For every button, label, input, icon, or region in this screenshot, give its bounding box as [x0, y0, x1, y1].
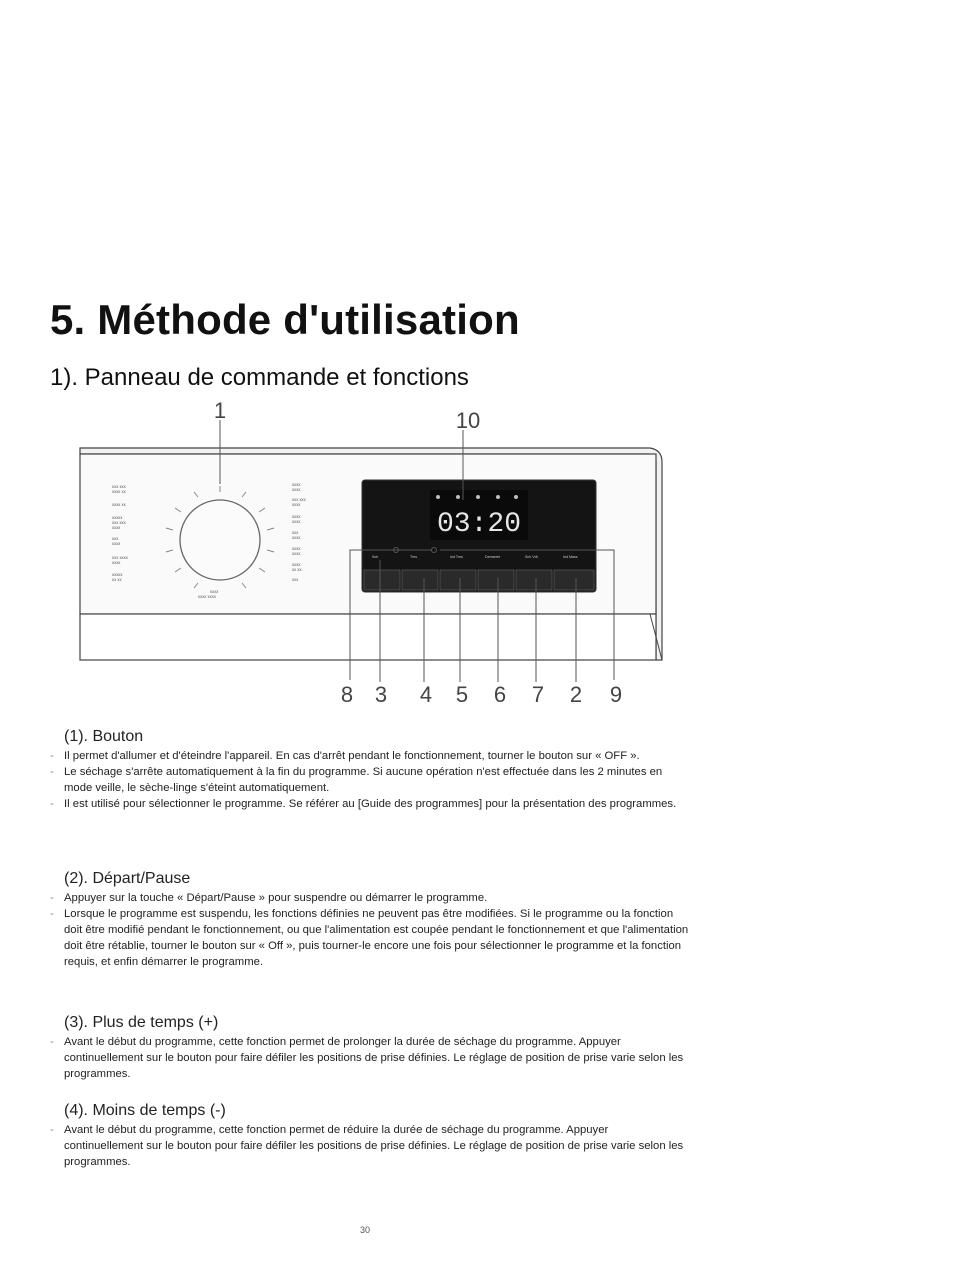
svg-text:Demarrer: Demarrer [485, 555, 501, 559]
svg-text:xxxx: xxxx [292, 535, 301, 540]
svg-text:xxxx xx: xxxx xx [112, 489, 126, 494]
svg-text:xxx xxx: xxx xxx [292, 497, 306, 502]
svg-text:xxx: xxx [292, 577, 299, 582]
svg-text:xxxx: xxxx [292, 562, 301, 567]
callout-4: 4 [419, 682, 433, 707]
list-item: - Lorsque le programme est suspendu, les fonctions définies ne peuvent pas être modifiées. Si le programme ou la fonction doit être modifié pendant le fonctionnement, ou que l'alimentation est coupée pendant le fonctionnement et que l'alimentation doit être rétablie, tourner le bouton sur « Off », puis tourner-le encore une fois pour sélectionner le programme et la fonction requis, et enfin démarrer le programme. [50, 908, 689, 968]
svg-text:xxxx xx: xxxx xx [112, 502, 126, 507]
list-item: - Il est utilisé pour sélectionner le programme. Se référer au [Guide des programmes] pour la présentation des programmes. [50, 798, 677, 810]
section-moins-de-temps [50, 1102, 690, 1170]
svg-text:xxxxx: xxxxx [112, 572, 123, 577]
svg-text:xxxx: xxxx [112, 560, 121, 565]
callout-6: 6 [493, 682, 507, 707]
svg-text:xxxx: xxxx [292, 487, 301, 492]
svg-text:xxx xxx: xxx xxx [112, 520, 126, 525]
svg-text:Sch Vdt: Sch Vdt [525, 555, 538, 559]
button-6 [516, 570, 552, 590]
section-depart-pause [50, 870, 690, 970]
callout-10: 10 [455, 408, 481, 433]
svg-text:xxxx xxxx: xxxx xxxx [198, 594, 216, 599]
callout-5: 5 [455, 682, 469, 707]
svg-text:xxx xxx: xxx xxx [112, 484, 126, 489]
list-item: - Appuyer sur la touche « Départ/Pause » pour suspendre ou démarrer le programme. [50, 892, 488, 904]
svg-text:Sch: Sch [372, 555, 379, 559]
list-item: - Avant le début du programme, cette fonction permet de réduire la durée de séchage du programme. Appuyer continuellement sur le bouton pour faire défiler les positions de prise définies. Le réglage de position de prise varie selon les programmes. [50, 1124, 684, 1168]
page-number: 30 [360, 1225, 371, 1235]
svg-text:xxxx: xxxx [292, 551, 301, 556]
control-panel-diagram [60, 400, 680, 720]
section-heading: (2). Départ/Pause [64, 870, 191, 887]
list-item: - Avant le début du programme, cette fonction permet de prolonger la durée de séchage du programme. Appuyer continuellement sur le bouton pour faire défiler les positions de prise définies. Le réglage de position de prise varie selon les programmes. [50, 1036, 684, 1080]
svg-text:xxxx: xxxx [292, 482, 301, 487]
svg-text:Ind Tms: Ind Tms [450, 555, 463, 559]
page-title: 5. Méthode d'utilisation [50, 296, 520, 343]
svg-text:Ind Mass: Ind Mass [563, 555, 578, 559]
svg-text:xxx xxxx: xxx xxxx [112, 555, 128, 560]
svg-text:xxxx: xxxx [292, 502, 301, 507]
section-heading: (4). Moins de temps (-) [64, 1102, 226, 1119]
svg-text:xxxx: xxxx [292, 519, 301, 524]
svg-text:xxx: xxx [292, 530, 299, 535]
svg-text:xxxxx: xxxxx [112, 515, 123, 520]
button-5 [478, 570, 514, 590]
svg-text:xxxx: xxxx [112, 525, 121, 530]
svg-text:xxxx: xxxx [210, 589, 219, 594]
section-bouton [50, 728, 690, 812]
callout-9: 9 [609, 682, 623, 707]
svg-text:xxxx: xxxx [112, 541, 121, 546]
svg-text:xxxx: xxxx [292, 546, 301, 551]
svg-text:xxx: xxx [112, 536, 119, 541]
callout-7: 7 [531, 682, 545, 707]
svg-text:xxxx: xxxx [292, 514, 301, 519]
section-heading: (3). Plus de temps (+) [64, 1014, 219, 1031]
display-panel [362, 480, 596, 592]
callout-3: 3 [374, 682, 388, 707]
svg-text:xx xx: xx xx [292, 567, 302, 572]
button-3 [402, 570, 438, 590]
list-item: - Il permet d'allumer et d'éteindre l'appareil. En cas d'arrêt pendant le fonctionnement, tourner le bouton sur « OFF ». [50, 750, 640, 762]
display-time: 03:20 [436, 509, 522, 540]
section-subtitle: 1). Panneau de commande et fonctions [50, 364, 469, 391]
button-8 [364, 570, 400, 590]
button-7 [554, 570, 594, 590]
svg-text:xx xx: xx xx [112, 577, 122, 582]
button-4 [440, 570, 476, 590]
callout-1: 1 [213, 400, 227, 423]
section-heading: (1). Bouton [64, 728, 144, 745]
list-item: - Le séchage s'arrête automatiquement à la fin du programme. Si aucune opération n'est effectuée dans les 2 minutes en mode veille, le sèche-linge s'éteint automatiquement. [50, 766, 663, 794]
callout-8: 8 [340, 682, 354, 707]
section-plus-de-temps [50, 1014, 690, 1082]
svg-text:Tms: Tms [410, 555, 417, 559]
callout-2: 2 [569, 682, 583, 707]
